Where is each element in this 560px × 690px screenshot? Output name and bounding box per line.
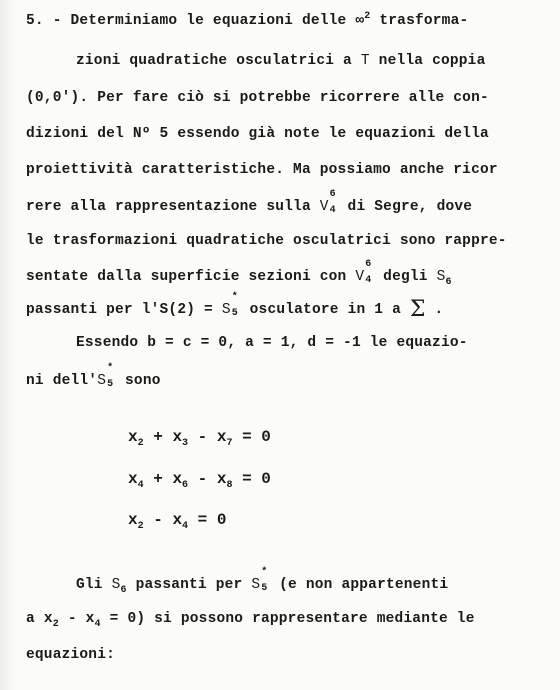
text-fragment: sono bbox=[116, 373, 161, 389]
subscript: 5 bbox=[231, 308, 238, 319]
text-fragment: osculatore in 1 a bbox=[240, 302, 410, 318]
subscript: 6 bbox=[445, 276, 452, 288]
subscript: 5 bbox=[107, 379, 114, 390]
subscript: 4 bbox=[137, 480, 144, 492]
operator: - bbox=[188, 428, 217, 446]
text-fragment: = 0) si possono rappresentare mediante le bbox=[100, 611, 475, 627]
subscript: 6 bbox=[120, 584, 127, 596]
subscript: 7 bbox=[226, 438, 233, 450]
text-line: le trasformazioni quadratiche osculatrici sono rappre- bbox=[26, 233, 507, 249]
text-line: proiettività caratteristiche. Ma possiamo anche ricor bbox=[26, 162, 498, 178]
text-fragment: passanti per l'S(2) = bbox=[26, 302, 222, 318]
infinity-symbol: ∞ bbox=[355, 13, 365, 29]
text-line bbox=[76, 52, 485, 70]
text-fragment: rere alla rappresentazione sulla bbox=[26, 199, 320, 215]
subscript: 8 bbox=[226, 480, 233, 492]
superscript: 6 bbox=[329, 189, 336, 200]
equation bbox=[128, 510, 227, 533]
symbol-S: S bbox=[436, 269, 446, 285]
text-fragment: nella coppia bbox=[369, 53, 486, 69]
subscript: 6 bbox=[182, 480, 189, 492]
var: x bbox=[85, 611, 95, 627]
symbol-S: S bbox=[221, 302, 231, 318]
text-line bbox=[76, 567, 449, 596]
operator: + bbox=[143, 470, 173, 488]
text-fragment: ni dell' bbox=[26, 373, 98, 389]
text-line bbox=[26, 12, 468, 30]
var: x bbox=[172, 511, 183, 529]
superscript: 6 bbox=[365, 259, 372, 270]
operator: - bbox=[188, 470, 217, 488]
subscript: 4 bbox=[365, 275, 372, 286]
text-fragment: Gli bbox=[76, 577, 112, 593]
text-line: Essendo b = c = 0, a = 1, d = -1 le equazio- bbox=[76, 335, 468, 351]
text-fragment: sentate dalla superficie sezioni con bbox=[26, 269, 356, 285]
symbol-V: V bbox=[355, 269, 365, 285]
var: x bbox=[128, 511, 138, 529]
symbol-S: S bbox=[97, 373, 107, 389]
subscript: 4 bbox=[329, 205, 336, 216]
text-fragment: di Segre, dove bbox=[338, 199, 473, 215]
text-line: equazioni: bbox=[26, 647, 116, 663]
index-stack bbox=[260, 567, 270, 594]
subscript: 2 bbox=[52, 618, 59, 630]
var: x bbox=[172, 428, 183, 446]
subscript: 5 bbox=[261, 583, 268, 594]
var: x bbox=[216, 470, 227, 488]
text-fragment: a bbox=[26, 611, 44, 627]
symbol-T: T bbox=[360, 53, 370, 69]
index-stack bbox=[364, 259, 374, 286]
subscript: 4 bbox=[182, 521, 189, 533]
equation bbox=[128, 427, 271, 450]
operator: - bbox=[58, 611, 86, 627]
text-fragment: (e non appartenenti bbox=[270, 577, 449, 593]
text-fragment: . bbox=[425, 302, 444, 318]
text-fragment: 5. - Determiniamo le equazioni delle bbox=[26, 13, 356, 29]
superscript: * bbox=[107, 363, 114, 374]
text-line: (0,0'). Per fare ciò si potrebbe ricorrere alle con- bbox=[26, 90, 489, 106]
operator: + bbox=[143, 428, 173, 446]
symbol-S: S bbox=[251, 577, 261, 593]
rhs: = 0 bbox=[232, 470, 271, 488]
subscript: 2 bbox=[137, 438, 144, 450]
index-stack bbox=[231, 292, 241, 319]
rhs: = 0 bbox=[188, 511, 227, 529]
var: x bbox=[172, 470, 183, 488]
symbol-V: V bbox=[319, 199, 329, 215]
text-line bbox=[26, 610, 475, 628]
text-line bbox=[26, 259, 452, 288]
text-line bbox=[26, 292, 444, 322]
var: x bbox=[128, 428, 138, 446]
operator: - bbox=[143, 511, 173, 529]
rhs: = 0 bbox=[232, 428, 271, 446]
subscript: 4 bbox=[94, 618, 101, 630]
text-fragment: trasforma- bbox=[370, 13, 469, 29]
scan-shadow bbox=[0, 0, 14, 690]
text-fragment: degli bbox=[374, 269, 437, 285]
sigma-symbol: Σ bbox=[409, 297, 426, 322]
var: x bbox=[216, 428, 227, 446]
superscript: * bbox=[231, 292, 238, 303]
text-fragment: passanti per bbox=[126, 577, 252, 593]
symbol-S: S bbox=[111, 577, 121, 593]
index-stack bbox=[106, 363, 116, 390]
var: x bbox=[128, 470, 138, 488]
superscript: * bbox=[261, 567, 268, 578]
subscript: 3 bbox=[182, 438, 189, 450]
text-fragment: zioni quadratiche osculatrici a bbox=[76, 53, 361, 69]
text-line bbox=[26, 363, 161, 390]
equation bbox=[128, 469, 271, 492]
text-line bbox=[26, 189, 473, 216]
var: x bbox=[43, 611, 53, 627]
subscript: 2 bbox=[137, 521, 144, 533]
superscript: 2 bbox=[364, 11, 371, 23]
text-line: dizioni del Nº 5 essendo già note le equazioni della bbox=[26, 126, 489, 142]
index-stack bbox=[329, 189, 339, 216]
